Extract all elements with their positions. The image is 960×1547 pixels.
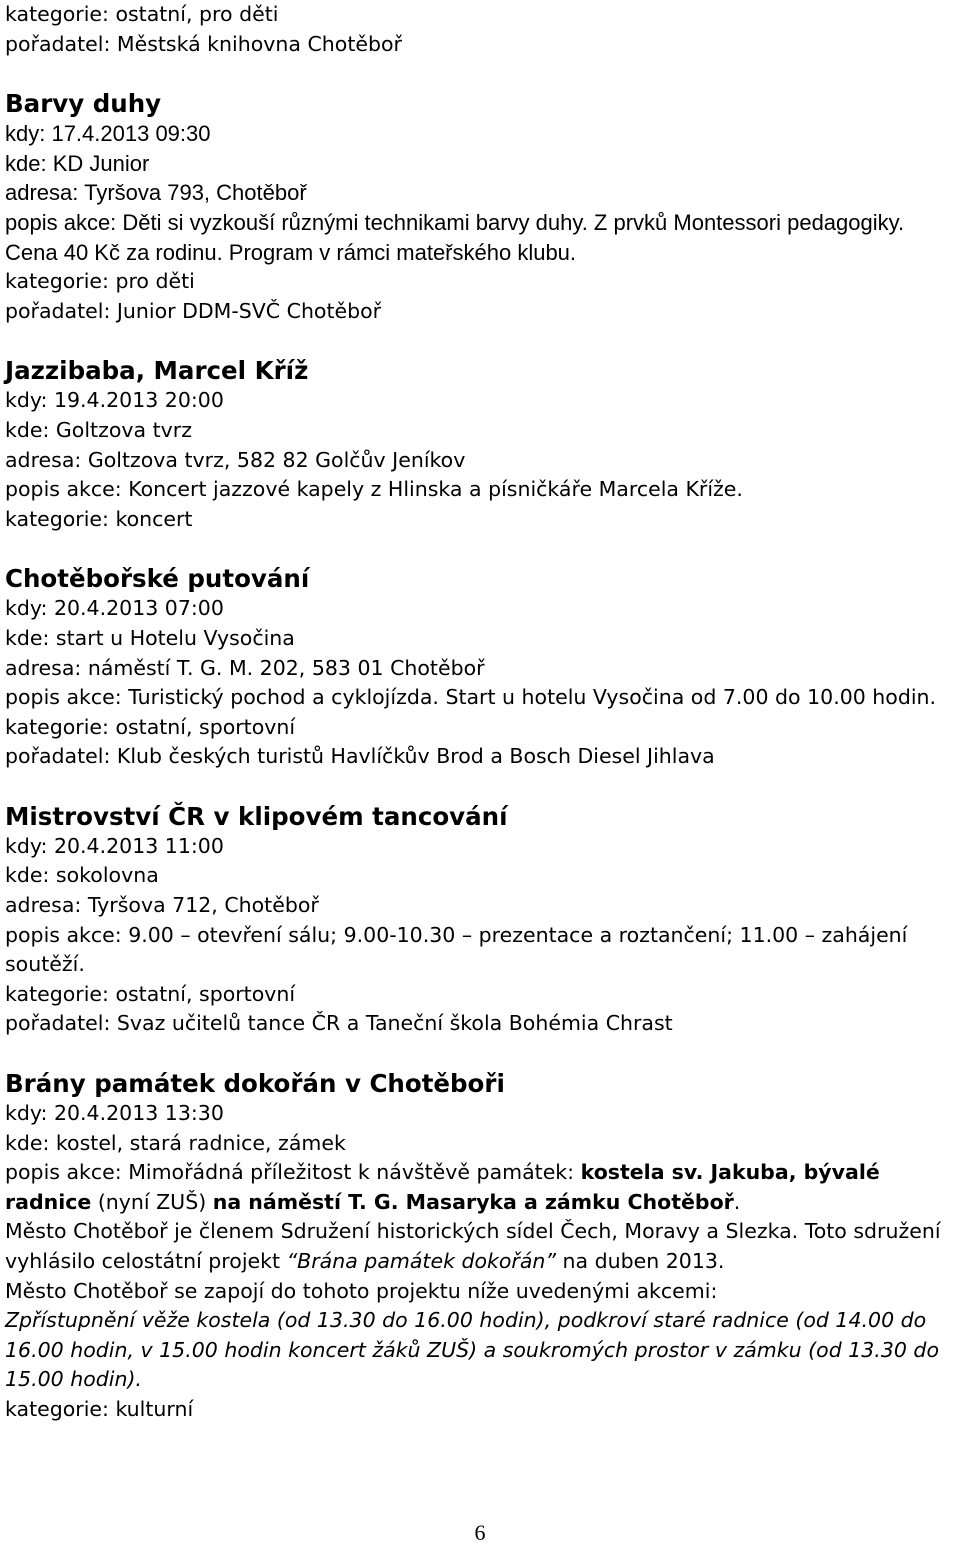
event-when: kdy: 19.4.2013 20:00 [5,388,224,413]
para-c: Město Chotěboř se zapojí do tohoto projektu níže uvedenými akcemi: [5,1278,718,1303]
event-category: kategorie: ostatní, sportovní [5,981,296,1006]
event-organizer: pořadatel: Svaz učitelů tance ČR a Taneční škola Bohémia Chrast [5,1011,673,1036]
event-chotebor-putovani [5,564,955,772]
event-title: Brány památek dokořán v Chotěboři [5,1069,505,1099]
event-title: Chotěbořské putování [5,564,310,594]
event-where: kde: KD Junior [5,150,150,176]
event-jazzibaba [5,356,955,534]
event-when: kdy: 20.4.2013 07:00 [5,596,224,621]
event-brany-pamatek [5,1069,955,1425]
event-where: kde: sokolovna [5,863,159,888]
event-title: Barvy duhy [5,89,162,119]
event-mistrovstvi [5,802,955,1039]
event-category: kategorie: ostatní, sportovní [5,714,296,739]
event-description [5,1158,955,1217]
event-category: kategorie: koncert [5,506,193,531]
event-address: adresa: Tyršova 793, Chotěboř [5,180,307,206]
event-description: popis akce: Koncert jazzové kapely z Hlinska a písničkáře Marcela Kříže. [5,477,743,502]
para-italic: Zpřístupnění věže kostela (od 13.30 do 16.00 hodin), podkroví staré radnice (od 14.00 do 16.00 hodin, v 15.00 hodin koncert žáků ZUŠ) a soukromých prostor v zámku (od 13.30 do 15.00 hodin). [5,1308,939,1392]
event-address: adresa: Goltzova tvrz, 582 82 Golčův Jeníkov [5,447,466,472]
event-where: kde: Goltzova tvrz [5,417,192,442]
event-title: Mistrovství ČR v klipovém tancování [5,801,508,831]
top-category: kategorie: ostatní, pro děti [5,2,279,26]
event-organizer: pořadatel: Klub českých turistů Havlíčkův Brod a Bosch Diesel Jihlava [5,744,715,769]
event-description: popis akce: Turistický pochod a cyklojízda. Start u hotelu Vysočina od 7.00 do 10.00 hodin. [5,685,937,710]
event-category: kategorie: pro děti [5,269,195,294]
top-organizer: pořadatel: Městská knihovna Chotěboř [5,31,402,56]
document-page [5,0,955,1425]
event-category: kategorie: kulturní [5,1396,194,1421]
page-number: 6 [474,1520,486,1545]
event-when: kdy: 20.4.2013 11:00 [5,833,224,858]
event-description: popis akce: 9.00 – otevření sálu; 9.00-10.30 – prezentace a roztančení; 11.00 – zahájení soutěží. [5,922,908,977]
event-title: Jazzibaba, Marcel Kříž [5,356,309,386]
desc-end: . [733,1189,741,1214]
event-address: adresa: Tyršova 712, Chotěboř [5,893,319,918]
event-description: popis akce: Děti si vyzkouší různými technikami barvy duhy. Z prvků Montessori pedagogiky. Cena 40 Kč za rodinu. Program v rámci mateřského klubu. [5,209,905,265]
para-a: Město Chotěboř je členem Sdružení historických sídel Čech, Moravy a Slezka. Toto sdružení vyhlásilo celostátní projekt [5,1219,941,1273]
project-name: “Brána památek dokořán” [286,1249,557,1273]
event-where: kde: kostel, stará radnice, zámek [5,1130,346,1155]
desc-prefix: popis akce: Mimořádná příležitost k návštěvě památek: [5,1160,581,1185]
event-address: adresa: náměstí T. G. M. 202, 583 01 Chotěboř [5,655,485,680]
para-b: na duben 2013. [556,1249,725,1273]
desc-bold-places: kostela sv. Jakuba, bývalé radnice [5,1160,880,1214]
desc-bold-square: na náměstí T. G. Masaryka a zámku Chotěboř [212,1189,734,1214]
event-when: kdy: 17.4.2013 09:30 [5,121,211,147]
event-barvy-duhy [5,89,955,326]
desc-mid: (nyní ZUŠ) [91,1189,213,1214]
event-organizer: pořadatel: Junior DDM-SVČ Chotěboř [5,298,382,323]
project-paragraph [5,1217,955,1276]
event-when: kdy: 20.4.2013 13:30 [5,1101,224,1126]
event-where: kde: start u Hotelu Vysočina [5,625,295,650]
